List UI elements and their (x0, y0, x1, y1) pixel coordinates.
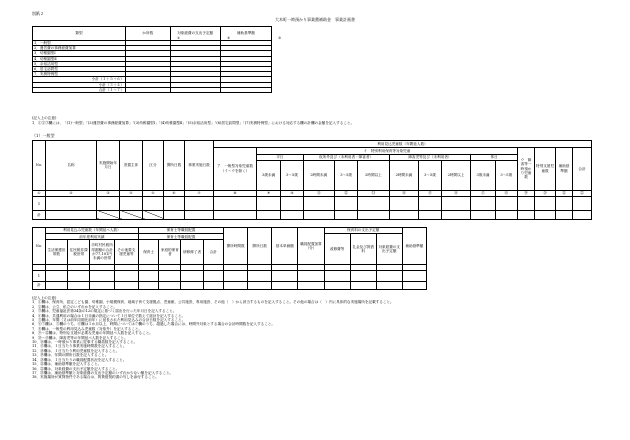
column-mark: ⑦ (185, 190, 214, 197)
row-label: 6．居宅訪問型 (33, 67, 126, 72)
col-mikomi: 利用見込児童数（年間延人数） (214, 141, 592, 148)
col-hojo: 補助基準額 (220, 27, 271, 41)
notes2-item: 1．①欄は、保育所、認定こども園、幼稚園、小規模保育、地域子育て支援拠点、児童館、公共施設、専用施設、その他（ ）から該当するものを記入すること。その他の場合は（ ）内に具体的な実施場所を記載すること。 (32, 300, 394, 305)
row-label: 小計（１＋５＋６） (33, 77, 126, 82)
notes2-item: 8．⑨〜⑫欄は、特別な支援が必要な児童の年間延べ人数を記入すること。 (32, 331, 153, 336)
notes2-item: 17．㉓欄は、補助基準額と対象経費の支出予定額のいずれか少ない額を記入すること。 (32, 370, 174, 375)
col-nintei: 仮所外及び（未利用者・障害者） (303, 154, 389, 161)
col-total: 合計 (573, 147, 592, 190)
column-mark: ⑨ (257, 190, 281, 197)
notes2-item: 15．㉑欄は、補助基準額を記入すること。 (32, 362, 102, 367)
col-f: 家庭的保育者 (159, 240, 181, 264)
row-total: 計 (33, 210, 46, 219)
notes2-item: 10．⑯欄は、一時預かり事業に従事する職員数を記入すること。 (32, 340, 138, 345)
notes2-item: 5．⑤欄は、年間（又は前年同期比前年）に延長された利用見込みの合計日数を記入すること。 (32, 318, 186, 323)
column-mark: ⑯ (441, 190, 471, 197)
col-no: No. (33, 228, 46, 265)
column-mark: ⑫ (334, 190, 357, 197)
notes2-item: 6．⑥⑦欄は、⑤欄のうち、⑥欄は１か月以上、時間については⑦欄のうち、超過した場合には、時間外対象とする場合の合計時間数を記入すること。 (32, 322, 275, 327)
col-age: 2時間以上 (441, 161, 471, 190)
notes2 (32, 296, 602, 380)
row-label: 5．余裕活用型 (33, 61, 126, 66)
section-title: （1）一般型 (32, 133, 55, 138)
col-total: 合計 (203, 240, 223, 264)
column-mark: ⑤ (143, 190, 164, 197)
col-kaisho2: 開所日数 (248, 228, 272, 265)
col-keisan: 補助基準額 (556, 147, 573, 190)
notes2-item: 13．⑲欄は、年間の開所日数を記入すること。 (32, 353, 109, 358)
col-shuho: 保育料の支出予定額 (324, 228, 402, 234)
mark: ① (177, 36, 181, 40)
col-age: 2時間未満 (303, 161, 334, 190)
col-jokyo: 保育士等職員配置 (138, 228, 223, 234)
col-kaisho: 開所時間数 (224, 228, 248, 265)
notes2-item: 4．④欄は、共通利用の場合は１日未満の指定について１日単位で数えて総計を記入すること。 (32, 313, 186, 318)
col-d: その他要支援児童等 (114, 240, 138, 264)
col-h4: 対象経費の支出予定額 (376, 234, 402, 264)
summary-table (32, 26, 272, 93)
notes2-item: 16．㉒欄は、対象経費の支出予定額を記入すること。 (32, 366, 120, 371)
row-label: 2．運営費の事務経費加算 (33, 46, 126, 51)
column-mark: ⑰ (471, 190, 495, 197)
col-h5: 補助基準額 (402, 228, 426, 265)
column-mark: ⑳ (535, 190, 556, 197)
col-riyo: 利用見込み児童数（年間延べ人数） (45, 228, 138, 234)
notes1-heading: (記入上の注意) (32, 116, 57, 120)
column-mark: ⑱ (495, 190, 517, 197)
col-tokubetsu: イ 特別利用保育等対象児童 (257, 147, 518, 154)
col-age: 3〜5歳 (281, 161, 303, 190)
col-kijun: 基本単価額 (272, 228, 298, 265)
column-mark: ③ (97, 190, 120, 197)
col-h2: 改修費等 (324, 234, 350, 264)
col-kubun: 類型 (33, 27, 126, 41)
notes2-item: 14．⑳欄は、１日当たりの職員配置状況を記入すること。 (32, 357, 127, 362)
col-age: 2時間未満 (389, 161, 419, 190)
col-tokubetsu-sum: 特別支援児童数 (535, 147, 556, 190)
col-heijitsu: 平日 (257, 154, 304, 161)
col-start: 実施開始年月日 (97, 141, 120, 191)
col-age: 3歳未満 (471, 161, 495, 190)
col-kyujitsu: 休日 (471, 154, 518, 161)
notes2-item: 3．③欄は、児童福祉法第34条の12の規定に基づく届出を行った年月日を記入すること。 (32, 309, 177, 314)
col-sekkei: 設置主体 (120, 141, 143, 191)
col-a: 生活保護世帯数 (45, 240, 67, 264)
column-mark: ⑪ (303, 190, 334, 197)
row-total: 計 (33, 281, 46, 289)
col-taisho: 対象経費の支出予定額 (170, 27, 220, 41)
col-jigyo: 事業実施日数 (185, 141, 214, 191)
column-mark: ⑲ (518, 190, 535, 197)
row-number: 1 (33, 197, 46, 211)
row-number: 1 (33, 270, 46, 281)
col-age: 3〜5歳 (495, 161, 517, 190)
col-shogai: 障害児等及び（未利用者） (389, 154, 471, 161)
notes2-item: 18．実施場所が賃貸物件である場合は、賃貸借契約書の写しを添付すること。 (32, 375, 159, 380)
col-g: 研修修了者 (181, 240, 203, 264)
row-label: 7．実務特例型 (33, 72, 126, 77)
col-meisho: 名称 (46, 141, 97, 191)
col-b: 住民税非課税世帯 (68, 240, 90, 264)
page-title: 大木町一時預かり事業費補助金 事業計画書 (275, 17, 355, 22)
notes2-item: 7．⑧欄は、一般型の利用見込み児童数（対象外）を記入すること。 (32, 326, 143, 331)
table-general-2 (32, 227, 427, 290)
mark: ② (227, 36, 231, 40)
column-mark: ㉒ (573, 190, 592, 197)
column-mark: ⑥ (164, 190, 185, 197)
column-mark: ⑧ (214, 190, 257, 197)
col-kubun: 区分 (143, 141, 164, 191)
col-ippan: ア 一般型対象児童数（イ〜ウを除く） (214, 147, 257, 190)
notes2-item: 12．⑱欄は、１日当たり利用児童数を記入すること。 (32, 348, 120, 353)
col-jokyo-sub: 保育士等職員配置 (138, 234, 223, 240)
notes2-item: 9．⑬〜⑮欄は、障害児等の年間延べ人数を記入すること。 (32, 335, 128, 340)
column-mark: ④ (120, 190, 143, 197)
row-label: 3．幼稚園型Ⅰ (33, 51, 126, 56)
col-shoku: 職員配置加算（分） (298, 228, 324, 265)
column-mark: ⑭ (389, 190, 419, 197)
col-c: 市町村民税所得割額の合計が77,101円未満の世帯 (90, 240, 115, 264)
col-kasho: か所数 (125, 27, 170, 41)
col-suii: 前年度利用実績 (45, 234, 138, 240)
column-mark: ① (33, 190, 46, 197)
row-label: 4．幼稚園型Ⅱ (33, 56, 126, 61)
col-age: 3〜5歳 (419, 161, 441, 190)
column-mark: ⑩ (281, 190, 303, 197)
col-no: No. (33, 141, 46, 191)
row-label: 1．一般型 (33, 41, 126, 46)
row-label: 合計（１〜７） (33, 87, 126, 92)
column-mark: ⑮ (419, 190, 441, 197)
form-id: 別紙２ (32, 11, 44, 16)
col-age: 2時間以上 (358, 161, 389, 190)
col-kaisho: 開所日数 (164, 141, 185, 191)
col-age: 3〜5歳 (334, 161, 357, 190)
column-mark: ㉑ (556, 190, 573, 197)
table-general (32, 140, 592, 220)
col-uten: ウ 障害等一時預かり児童数 (518, 147, 535, 190)
col-age: 3歳未満 (257, 161, 281, 190)
col-e: 保育士 (138, 240, 158, 264)
col-h3: 礼金及び賃借料 (350, 234, 376, 264)
notes2-heading: (記入上の注意) (32, 296, 57, 300)
column-mark: ⑬ (358, 190, 389, 197)
mark: ③ (278, 36, 282, 40)
notes2-item: 11．⑰欄は、１日当たり事業実施時間数を記入すること。 (32, 344, 127, 349)
notes2-item: 2．②欄は、公立、私立のいずれかを記入すること。 (32, 304, 117, 309)
row-label: 小計（３＋４） (33, 82, 126, 87)
column-mark: ② (46, 190, 97, 197)
notes1-item: 1．①②③欄には、「(1)一般型」「(2)運営費の事務経費加算」「(3)幼稚園型Ⅰ」「(4)幼稚園型Ⅱ」「(5)余裕活用型」「(6)居宅訪問型」「(7)実務特例型」における対応する欄の計欄の金額を記入すること。 (32, 121, 355, 125)
